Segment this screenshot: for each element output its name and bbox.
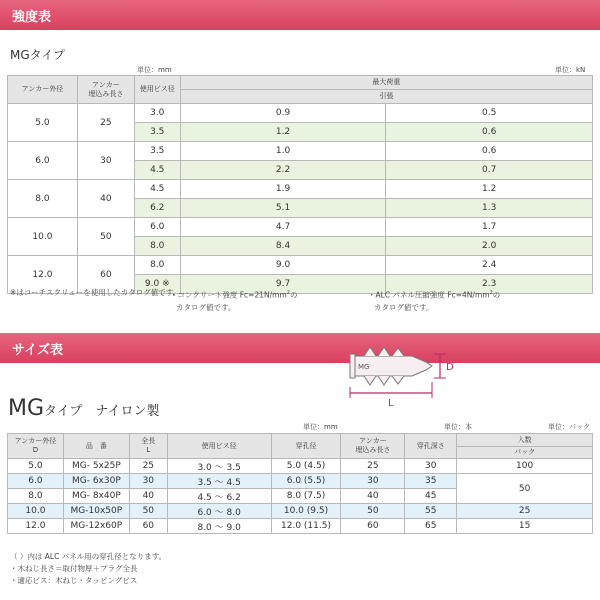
col-max-load: 最大荷重 bbox=[180, 76, 592, 90]
strength-note-concrete: ・コンクリート強度 $Fc=21N/mm^2$の カタログ値です。 bbox=[170, 290, 298, 312]
size-note: ・木ねじ長さ＝取付物厚＋プラグ全長 bbox=[10, 564, 138, 573]
table-row: 9.0 ※ 9.7 2.3 bbox=[8, 275, 593, 294]
table-row: 5.0 25 3.0 0.9 0.5 bbox=[8, 104, 593, 123]
size-type-title: MGタイプ ナイロン製 bbox=[8, 396, 160, 421]
anchor-diagram bbox=[340, 342, 460, 416]
col-part: 品 番 bbox=[63, 434, 129, 459]
table-row: 6.2 5.1 1.3 bbox=[8, 199, 593, 218]
col-tension: 引張 bbox=[180, 90, 592, 104]
col-hole-depth: 穿孔深さ bbox=[405, 434, 457, 459]
size-header-band bbox=[0, 333, 600, 363]
diagram-label-mg: MG bbox=[358, 363, 370, 371]
strength-table bbox=[7, 75, 593, 294]
size-header-title: サイズ表 bbox=[12, 343, 63, 358]
col-screw: 使用ビス径 bbox=[134, 76, 180, 104]
col-hole: 穿孔径 bbox=[271, 434, 341, 459]
strength-header-title: 強度表 bbox=[12, 10, 52, 25]
col-length: 全長 L bbox=[129, 434, 167, 459]
strength-header-band bbox=[0, 0, 600, 30]
table-row: 10.0 50 6.0 4.7 1.7 bbox=[8, 218, 593, 237]
table-row: 12.0 60 8.0 9.0 2.4 bbox=[8, 256, 593, 275]
table-row: 6.0 MG- 6x30P 30 3.5 〜 4.5 6.0 (5.5) 30 35 50 bbox=[8, 474, 593, 489]
col-dia: アンカー外径 D bbox=[8, 434, 64, 459]
table-row: 8.0 8.4 2.0 bbox=[8, 237, 593, 256]
size-unit-pcs: 単位：本 bbox=[444, 423, 472, 431]
table-row: 5.0 MG- 5x25P 25 3.0 〜 3.5 5.0 (4.5) 25 30 100 bbox=[8, 459, 593, 474]
strength-note-coach: ※はコーチスクリューを使用したカタログ値です。 bbox=[10, 288, 181, 297]
col-qty: 入数 bbox=[457, 434, 593, 447]
strength-unit-right: 単位：kN bbox=[555, 66, 586, 74]
col-anchor-depth: アンカー 埋込み長さ bbox=[77, 76, 134, 104]
table-row: 10.0 MG-10x50P 50 6.0 〜 8.0 10.0 (9.5) 50 55 25 bbox=[8, 504, 593, 519]
size-note: （ ）内は ALC パネル用の穿孔径となります。 bbox=[10, 552, 167, 561]
col-pack: パック bbox=[457, 447, 593, 459]
size-unit-pack: 単位：パック bbox=[548, 423, 590, 431]
strength-unit-left: 単位：mm bbox=[137, 66, 172, 74]
table-row: 6.0 30 3.5 1.0 0.6 bbox=[8, 142, 593, 161]
col-screw: 使用ビス径 bbox=[167, 434, 271, 459]
size-unit-mm: 単位：mm bbox=[303, 423, 338, 431]
diagram-label-d: D bbox=[446, 362, 454, 373]
strength-note-alc: ・ALC パネル圧縮強度 $Fc=4N/mm^2$の カタログ値です。 bbox=[368, 290, 501, 312]
table-row: 8.0 MG- 8x40P 40 4.5 〜 6.2 8.0 (7.5) 40 45 bbox=[8, 489, 593, 504]
size-note: ・適応ビス：木ねじ・タッピングビス bbox=[10, 576, 138, 585]
col-depth: アンカー 埋込み長さ bbox=[341, 434, 405, 459]
strength-type-label: MGタイプ bbox=[10, 48, 66, 62]
size-table bbox=[7, 433, 593, 534]
diagram-label-l: L bbox=[388, 398, 394, 409]
table-row: 3.5 1.2 0.6 bbox=[8, 123, 593, 142]
table-row: 8.0 40 4.5 1.9 1.2 bbox=[8, 180, 593, 199]
col-anchor-dia: アンカー外径 bbox=[8, 76, 78, 104]
table-row: 4.5 2.2 0.7 bbox=[8, 161, 593, 180]
table-row: 12.0 MG-12x60P 60 8.0 〜 9.0 12.0 (11.5) 60 65 15 bbox=[8, 519, 593, 534]
size-notes bbox=[10, 551, 166, 587]
